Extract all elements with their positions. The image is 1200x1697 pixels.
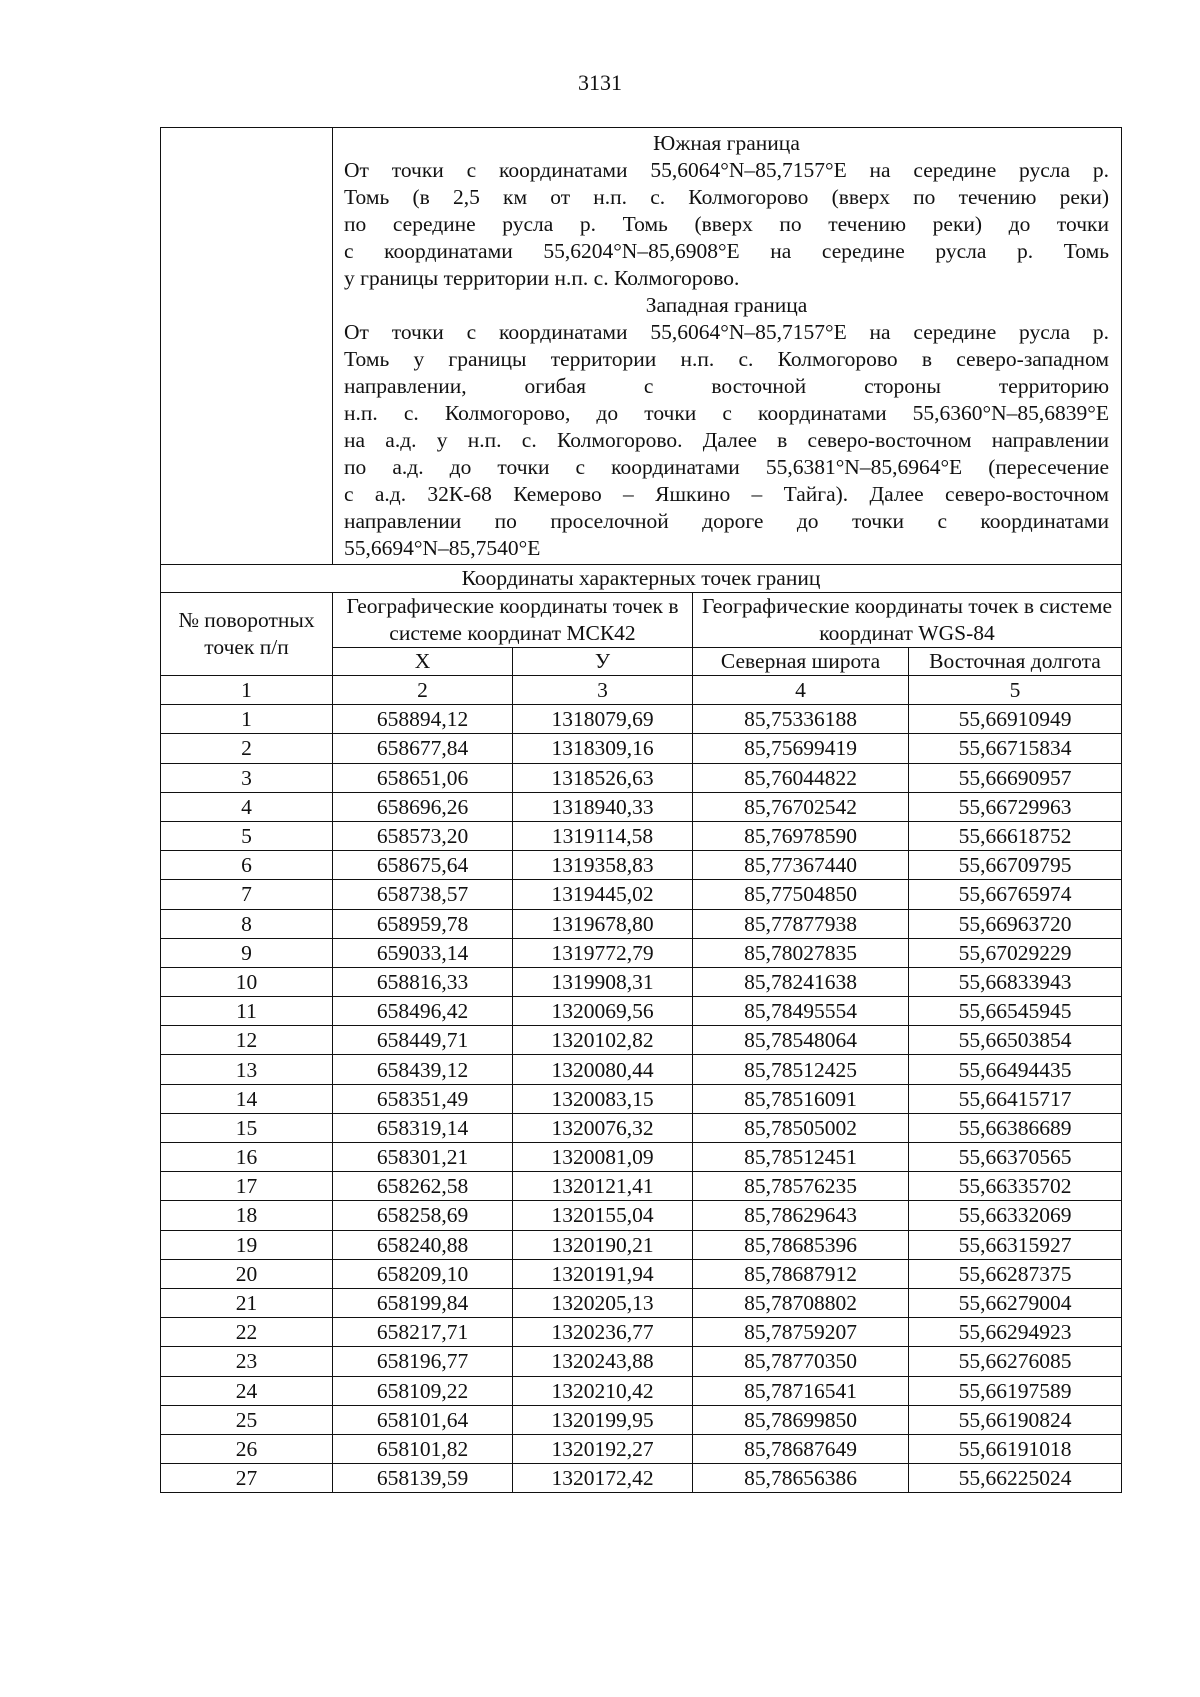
table-row	[161, 880, 1122, 909]
latitude-cell: 85,78548064	[693, 1026, 909, 1055]
x-cell: 658240,88	[333, 1230, 513, 1259]
y-cell: 1318940,33	[513, 792, 693, 821]
y-cell: 1320190,21	[513, 1230, 693, 1259]
x-cell: 658439,12	[333, 1055, 513, 1084]
point-number-cell: 22	[161, 1318, 333, 1347]
longitude-cell: 55,67029229	[909, 938, 1122, 967]
point-number-cell: 10	[161, 967, 333, 996]
x-cell: 658217,71	[333, 1318, 513, 1347]
longitude-cell: 55,66287375	[909, 1259, 1122, 1288]
point-number-cell: 17	[161, 1172, 333, 1201]
longitude-cell: 55,66503854	[909, 1026, 1122, 1055]
description-line: 55,6694°N–85,7540°E	[344, 536, 541, 560]
table-row	[161, 1113, 1122, 1142]
x-cell: 658109,22	[333, 1376, 513, 1405]
col-x-header: Х	[333, 648, 513, 676]
point-number-cell: 16	[161, 1143, 333, 1172]
latitude-cell: 85,78241638	[693, 967, 909, 996]
y-cell: 1319678,80	[513, 909, 693, 938]
x-cell: 658139,59	[333, 1464, 513, 1493]
table-row	[161, 1230, 1122, 1259]
wgs84-group-header: Географические координаты точек в системе координат WGS-84	[693, 593, 1122, 648]
table-row	[161, 938, 1122, 967]
longitude-cell: 55,66729963	[909, 792, 1122, 821]
y-cell: 1319908,31	[513, 967, 693, 996]
latitude-cell: 85,78708802	[693, 1288, 909, 1317]
col-lon-header: Восточная долгота	[909, 648, 1122, 676]
point-number-cell: 27	[161, 1464, 333, 1493]
x-cell: 658319,14	[333, 1113, 513, 1142]
point-number-cell: 3	[161, 763, 333, 792]
table-title: Координаты характерных точек границ	[161, 565, 1122, 593]
latitude-cell: 85,78495554	[693, 997, 909, 1026]
table-row	[161, 763, 1122, 792]
description-line: От точки с координатами 55,6064°N–85,7157°E на середине русла р.	[344, 320, 1110, 344]
point-number-cell: 2	[161, 734, 333, 763]
table-row	[161, 851, 1122, 880]
column-number: 3	[513, 676, 693, 705]
x-cell: 658351,49	[333, 1084, 513, 1113]
latitude-cell: 85,78770350	[693, 1347, 909, 1376]
y-cell: 1318526,63	[513, 763, 693, 792]
y-cell: 1320205,13	[513, 1288, 693, 1317]
longitude-cell: 55,66276085	[909, 1347, 1122, 1376]
col-point-header: № поворотных точек п/п	[161, 593, 333, 676]
point-number-cell: 11	[161, 997, 333, 1026]
column-numbers-row	[161, 676, 1122, 705]
table-row	[161, 1259, 1122, 1288]
description-line: Томь у границы территории н.п. с. Колмогорово в северо-западном	[344, 347, 1110, 371]
longitude-cell: 55,66415717	[909, 1084, 1122, 1113]
y-cell: 1320069,56	[513, 997, 693, 1026]
longitude-cell: 55,66386689	[909, 1113, 1122, 1142]
latitude-cell: 85,78576235	[693, 1172, 909, 1201]
longitude-cell: 55,66963720	[909, 909, 1122, 938]
x-cell: 658894,12	[333, 705, 513, 734]
x-cell: 658738,57	[333, 880, 513, 909]
latitude-cell: 85,76978590	[693, 821, 909, 850]
longitude-cell: 55,66618752	[909, 821, 1122, 850]
point-number-cell: 5	[161, 821, 333, 850]
point-number-cell: 13	[161, 1055, 333, 1084]
table-row	[161, 1347, 1122, 1376]
latitude-cell: 85,78685396	[693, 1230, 909, 1259]
longitude-cell: 55,66765974	[909, 880, 1122, 909]
description-line: на а.д. у н.п. с. Колмогорово. Далее в северо-восточном направлении	[344, 428, 1110, 452]
table-row	[161, 1318, 1122, 1347]
latitude-cell: 85,77877938	[693, 909, 909, 938]
description-line: направлении, огибая с восточной стороны территорию	[344, 374, 1110, 398]
latitude-cell: 85,75699419	[693, 734, 909, 763]
longitude-cell: 55,66709795	[909, 851, 1122, 880]
point-number-cell: 24	[161, 1376, 333, 1405]
longitude-cell: 55,66315927	[909, 1230, 1122, 1259]
x-cell: 659033,14	[333, 938, 513, 967]
table-row	[161, 1288, 1122, 1317]
x-cell: 658573,20	[333, 821, 513, 850]
y-cell: 1320076,32	[513, 1113, 693, 1142]
latitude-cell: 85,75336188	[693, 705, 909, 734]
latitude-cell: 85,78656386	[693, 1464, 909, 1493]
point-number-cell: 26	[161, 1434, 333, 1463]
x-cell: 658101,82	[333, 1434, 513, 1463]
y-cell: 1318309,16	[513, 734, 693, 763]
table-title-row	[161, 565, 1122, 593]
column-number: 1	[161, 676, 333, 705]
x-cell: 658449,71	[333, 1026, 513, 1055]
x-cell: 658959,78	[333, 909, 513, 938]
table-row	[161, 1405, 1122, 1434]
longitude-cell: 55,66833943	[909, 967, 1122, 996]
longitude-cell: 55,66370565	[909, 1143, 1122, 1172]
latitude-cell: 85,78716541	[693, 1376, 909, 1405]
latitude-cell: 85,78516091	[693, 1084, 909, 1113]
latitude-cell: 85,78699850	[693, 1405, 909, 1434]
longitude-cell: 55,66690957	[909, 763, 1122, 792]
column-number: 2	[333, 676, 513, 705]
point-number-cell: 6	[161, 851, 333, 880]
y-cell: 1320243,88	[513, 1347, 693, 1376]
y-cell: 1320080,44	[513, 1055, 693, 1084]
table-row	[161, 967, 1122, 996]
point-number-cell: 12	[161, 1026, 333, 1055]
table-row	[161, 1172, 1122, 1201]
x-cell: 658301,21	[333, 1143, 513, 1172]
latitude-cell: 85,78687912	[693, 1259, 909, 1288]
south-boundary-heading: Южная граница	[653, 131, 800, 155]
longitude-cell: 55,66715834	[909, 734, 1122, 763]
table-row	[161, 909, 1122, 938]
col-lat-header: Северная широта	[693, 648, 909, 676]
column-number: 4	[693, 676, 909, 705]
latitude-cell: 85,77367440	[693, 851, 909, 880]
description-line: по середине русла р. Томь (вверх по течению реки) до точки	[344, 212, 1110, 236]
x-cell: 658196,77	[333, 1347, 513, 1376]
latitude-cell: 85,78759207	[693, 1318, 909, 1347]
description-line: Томь (в 2,5 км от н.п. с. Колмогорово (вверх по течению реки)	[344, 185, 1110, 209]
longitude-cell: 55,66332069	[909, 1201, 1122, 1230]
y-cell: 1320172,42	[513, 1464, 693, 1493]
y-cell: 1320210,42	[513, 1376, 693, 1405]
latitude-cell: 85,78027835	[693, 938, 909, 967]
boundary-table	[160, 127, 1122, 1493]
latitude-cell: 85,78687649	[693, 1434, 909, 1463]
description-line: направлении по проселочной дороге до точки с координатами	[344, 509, 1110, 533]
x-cell: 658675,64	[333, 851, 513, 880]
y-cell: 1319114,58	[513, 821, 693, 850]
latitude-cell: 85,78629643	[693, 1201, 909, 1230]
table-row	[161, 997, 1122, 1026]
longitude-cell: 55,66545945	[909, 997, 1122, 1026]
msk42-group-header: Географические координаты точек в системе координат МСК42	[333, 593, 693, 648]
point-number-cell: 19	[161, 1230, 333, 1259]
longitude-cell: 55,66494435	[909, 1055, 1122, 1084]
longitude-cell: 55,66191018	[909, 1434, 1122, 1463]
y-cell: 1320191,94	[513, 1259, 693, 1288]
y-cell: 1320102,82	[513, 1026, 693, 1055]
latitude-cell: 85,78512451	[693, 1143, 909, 1172]
x-cell: 658209,10	[333, 1259, 513, 1288]
longitude-cell: 55,66294923	[909, 1318, 1122, 1347]
description-line: с координатами 55,6204°N–85,6908°E на середине русла р. Томь	[344, 239, 1110, 263]
y-cell: 1320083,15	[513, 1084, 693, 1113]
col-y-header: У	[513, 648, 693, 676]
point-number-cell: 15	[161, 1113, 333, 1142]
table-row	[161, 1434, 1122, 1463]
group-header-row	[161, 593, 1122, 648]
y-cell: 1320192,27	[513, 1434, 693, 1463]
table-row	[161, 1026, 1122, 1055]
point-number-cell: 4	[161, 792, 333, 821]
longitude-cell: 55,66190824	[909, 1405, 1122, 1434]
longitude-cell: 55,66197589	[909, 1376, 1122, 1405]
point-number-cell: 21	[161, 1288, 333, 1317]
x-cell: 658199,84	[333, 1288, 513, 1317]
boundary-description	[333, 128, 1122, 565]
table-row	[161, 1143, 1122, 1172]
x-cell: 658101,64	[333, 1405, 513, 1434]
description-line: н.п. с. Колмогорово, до точки с координатами 55,6360°N–85,6839°E	[344, 401, 1110, 425]
point-number-cell: 8	[161, 909, 333, 938]
y-cell: 1320155,04	[513, 1201, 693, 1230]
y-cell: 1319358,83	[513, 851, 693, 880]
table-row	[161, 1464, 1122, 1493]
x-cell: 658258,69	[333, 1201, 513, 1230]
point-number-cell: 14	[161, 1084, 333, 1113]
x-cell: 658262,58	[333, 1172, 513, 1201]
x-cell: 658816,33	[333, 967, 513, 996]
description-line: у границы территории н.п. с. Колмогорово.	[344, 266, 740, 290]
latitude-cell: 85,77504850	[693, 880, 909, 909]
table-row	[161, 1201, 1122, 1230]
description-line: От точки с координатами 55,6064°N–85,7157°E на середине русла р.	[344, 158, 1110, 182]
y-cell: 1320121,41	[513, 1172, 693, 1201]
west-boundary-text	[344, 319, 1109, 562]
x-cell: 658677,84	[333, 734, 513, 763]
y-cell: 1320199,95	[513, 1405, 693, 1434]
x-cell: 658651,06	[333, 763, 513, 792]
longitude-cell: 55,66279004	[909, 1288, 1122, 1317]
point-number-cell: 18	[161, 1201, 333, 1230]
table-row	[161, 792, 1122, 821]
table-row	[161, 1376, 1122, 1405]
table-row	[161, 734, 1122, 763]
x-cell: 658696,26	[333, 792, 513, 821]
point-number-cell: 23	[161, 1347, 333, 1376]
table-body	[161, 705, 1122, 1493]
x-cell: 658496,42	[333, 997, 513, 1026]
description-line: по а.д. до точки с координатами 55,6381°N–85,6964°E (пересечение	[344, 455, 1110, 479]
longitude-cell: 55,66335702	[909, 1172, 1122, 1201]
table-row	[161, 705, 1122, 734]
table-row	[161, 1084, 1122, 1113]
point-number-cell: 25	[161, 1405, 333, 1434]
y-cell: 1320081,09	[513, 1143, 693, 1172]
y-cell: 1320236,77	[513, 1318, 693, 1347]
latitude-cell: 85,78505002	[693, 1113, 909, 1142]
point-number-cell: 20	[161, 1259, 333, 1288]
y-cell: 1318079,69	[513, 705, 693, 734]
point-number-cell: 9	[161, 938, 333, 967]
description-line: с а.д. 32К-68 Кемерово – Яшкино – Тайга). Далее северо-восточном	[344, 482, 1110, 506]
page-number: 3131	[578, 70, 622, 95]
description-row	[161, 128, 1122, 565]
west-boundary-heading: Западная граница	[645, 293, 808, 317]
point-number-cell: 1	[161, 705, 333, 734]
latitude-cell: 85,78512425	[693, 1055, 909, 1084]
latitude-cell: 85,76044822	[693, 763, 909, 792]
table-row	[161, 821, 1122, 850]
table-row	[161, 1055, 1122, 1084]
south-boundary-text	[344, 157, 1109, 292]
longitude-cell: 55,66910949	[909, 705, 1122, 734]
longitude-cell: 55,66225024	[909, 1464, 1122, 1493]
point-number-cell: 7	[161, 880, 333, 909]
description-empty-cell	[161, 128, 333, 565]
y-cell: 1319445,02	[513, 880, 693, 909]
latitude-cell: 85,76702542	[693, 792, 909, 821]
y-cell: 1319772,79	[513, 938, 693, 967]
column-number: 5	[909, 676, 1122, 705]
